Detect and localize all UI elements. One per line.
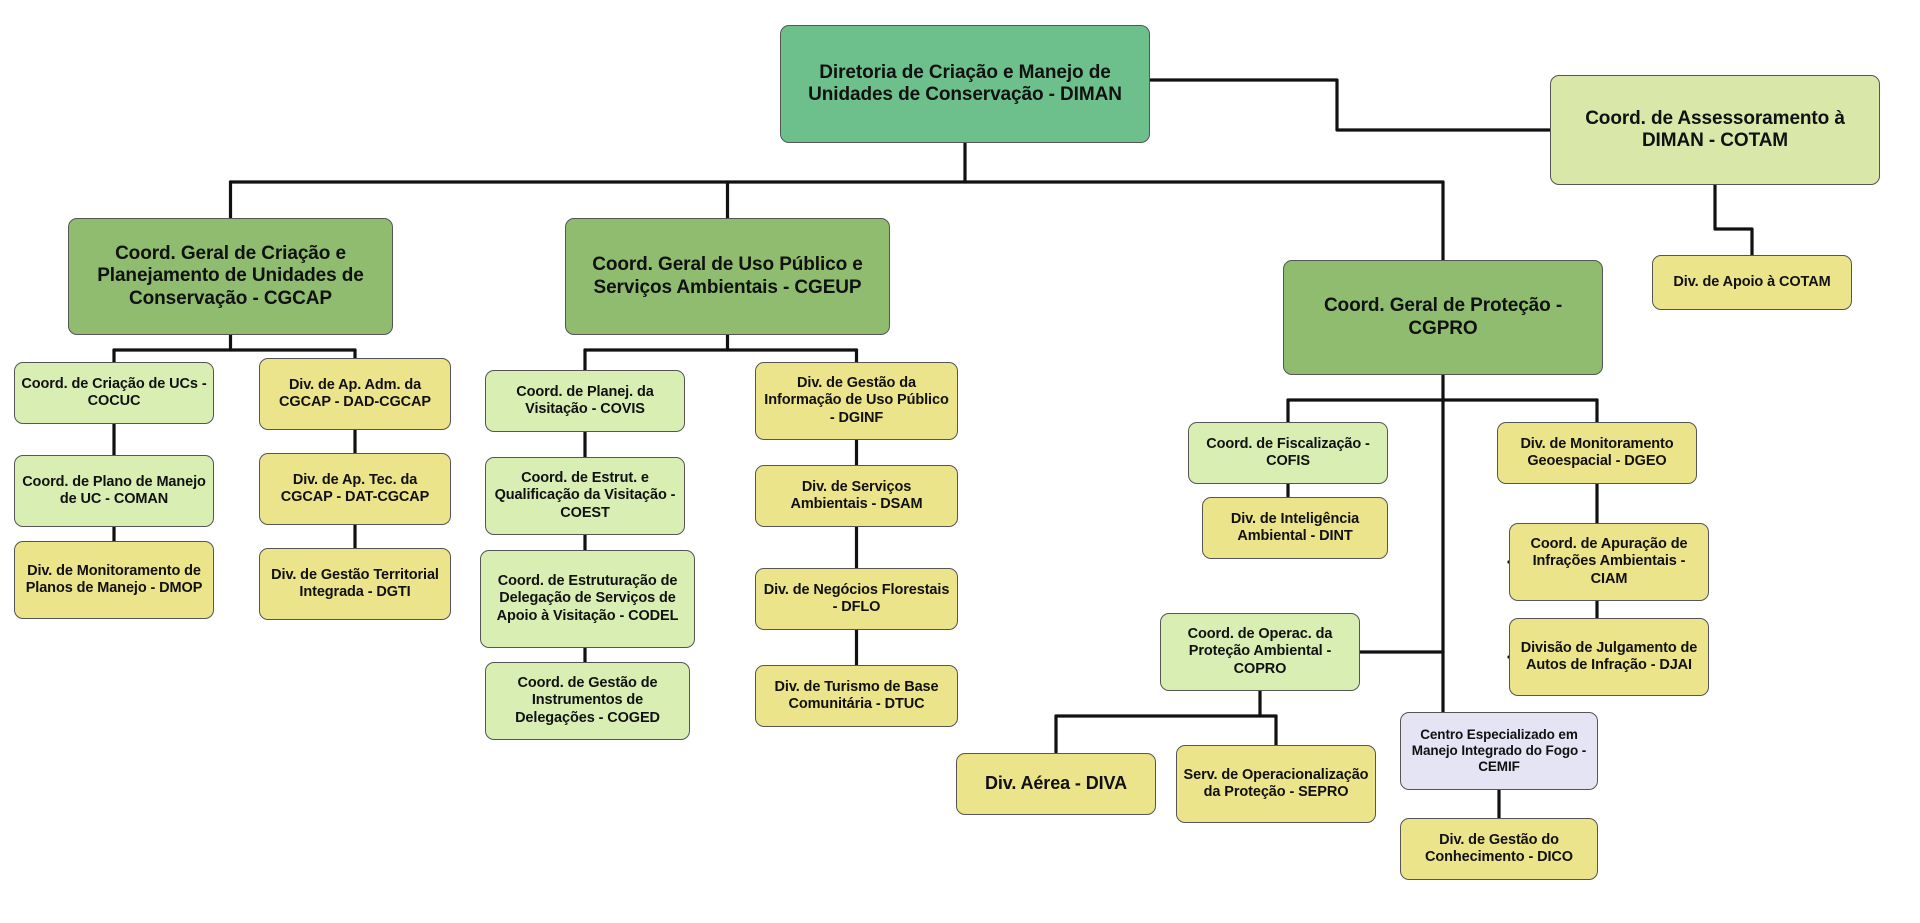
node-coest[interactable]: Coord. de Estrut. e Qualificação da Visitação - COEST [485, 457, 685, 535]
node-cgcap[interactable]: Coord. Geral de Criação e Planejamento de Unidades de Conservação - CGCAP [68, 218, 393, 335]
node-dico[interactable]: Div. de Gestão do Conhecimento - DICO [1400, 818, 1598, 880]
node-cgpro[interactable]: Coord. Geral de Proteção - CGPRO [1283, 260, 1603, 375]
node-dad-cgcap[interactable]: Div. de Ap. Adm. da CGCAP - DAD-CGCAP [259, 358, 451, 430]
node-ciam[interactable]: Coord. de Apuração de Infrações Ambientais - CIAM [1509, 523, 1709, 601]
node-dtuc[interactable]: Div. de Turismo de Base Comunitária - DTUC [755, 665, 958, 727]
node-dmop[interactable]: Div. de Monitoramento de Planos de Manejo - DMOP [14, 541, 214, 619]
node-dapcotam[interactable]: Div. de Apoio à COTAM [1652, 255, 1852, 310]
node-cotam[interactable]: Coord. de Assessoramento à DIMAN - COTAM [1550, 75, 1880, 185]
node-cgeup[interactable]: Coord. Geral de Uso Público e Serviços Ambientais - CGEUP [565, 218, 890, 335]
node-codel[interactable]: Coord. de Estruturação de Delegação de Serviços de Apoio à Visitação - CODEL [480, 550, 695, 648]
node-djai[interactable]: Divisão de Julgamento de Autos de Infração - DJAI [1509, 618, 1709, 696]
node-dginf[interactable]: Div. de Gestão da Informação de Uso Público - DGINF [755, 362, 958, 440]
node-sepro[interactable]: Serv. de Operacionalização da Proteção - SEPRO [1176, 745, 1376, 823]
node-coged[interactable]: Coord. de Gestão de Instrumentos de Delegações - COGED [485, 662, 690, 740]
node-dgti[interactable]: Div. de Gestão Territorial Integrada - DGTI [259, 548, 451, 620]
node-diman[interactable]: Diretoria de Criação e Manejo de Unidades de Conservação - DIMAN [780, 25, 1150, 143]
node-dgeo[interactable]: Div. de Monitoramento Geoespacial - DGEO [1497, 422, 1697, 484]
node-cemif[interactable]: Centro Especializado em Manejo Integrado do Fogo - CEMIF [1400, 712, 1598, 790]
node-dint[interactable]: Div. de Inteligência Ambiental - DINT [1202, 497, 1388, 559]
node-covis[interactable]: Coord. de Planej. da Visitação - COVIS [485, 370, 685, 432]
node-diva[interactable]: Div. Aérea - DIVA [956, 753, 1156, 815]
node-cofis[interactable]: Coord. de Fiscalização - COFIS [1188, 422, 1388, 484]
node-dflo[interactable]: Div. de Negócios Florestais - DFLO [755, 568, 958, 630]
node-coman[interactable]: Coord. de Plano de Manejo de UC - COMAN [14, 455, 214, 527]
node-cocuc[interactable]: Coord. de Criação de UCs - COCUC [14, 362, 214, 424]
node-dsam[interactable]: Div. de Serviços Ambientais - DSAM [755, 465, 958, 527]
node-dat-cgcap[interactable]: Div. de Ap. Tec. da CGCAP - DAT-CGCAP [259, 453, 451, 525]
node-copro[interactable]: Coord. de Operac. da Proteção Ambiental - COPRO [1160, 613, 1360, 691]
